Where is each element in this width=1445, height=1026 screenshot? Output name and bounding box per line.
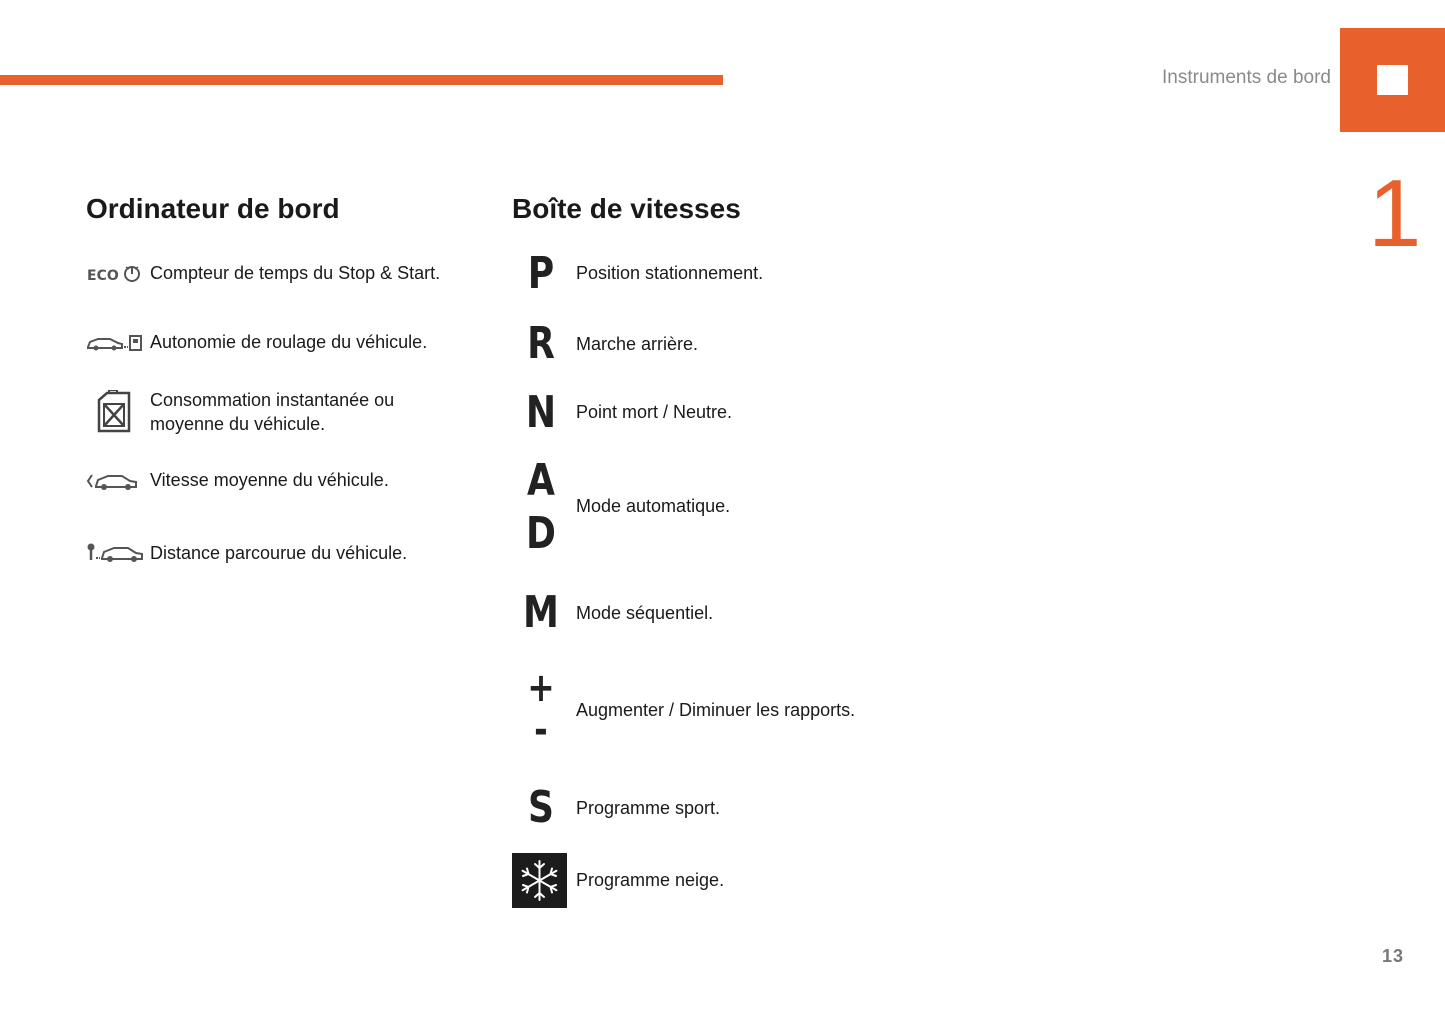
gear-s-text: Programme sport. (576, 798, 721, 818)
left-item-5-text: Distance parcourue du véhicule. (150, 543, 408, 563)
gear-plus-symbol: + (527, 665, 555, 711)
gear-r-text: Marche arrière. (576, 334, 699, 354)
gear-s-symbol: S (527, 782, 554, 833)
left-item-2-text: Autonomie de roulage du véhicule. (150, 332, 428, 352)
header-title: Instruments de bord (1162, 67, 1331, 88)
chapter-tab (1340, 28, 1445, 132)
car-distance-icon (86, 542, 144, 564)
gear-n-symbol: N (525, 387, 557, 438)
header-accent-bar (0, 75, 723, 85)
left-section-title: Ordinateur de bord (86, 193, 340, 224)
car-range-fuel-icon (86, 333, 144, 353)
gear-r-symbol: R (527, 318, 555, 369)
gear-minus-symbol: - (534, 707, 548, 753)
left-item-1-text: Compteur de temps du Stop & Start. (150, 263, 441, 283)
gear-m-symbol: M (523, 587, 559, 638)
left-item-3-text-line2: moyenne du véhicule. (150, 414, 326, 434)
left-item-3-text-line1: Consommation instantanée ou (150, 390, 395, 410)
eco-stop-start-icon (87, 264, 143, 284)
gear-plus-minus-text: Augmenter / Diminuer les rapports. (576, 700, 856, 720)
chapter-tab-square-icon (1377, 65, 1408, 95)
car-speed-icon (86, 470, 140, 492)
chapter-number: 1 (1368, 160, 1422, 267)
page-number: 13 (1382, 946, 1405, 966)
right-section-title: Boîte de vitesses (512, 193, 741, 224)
gear-ad-text: Mode automatique. (576, 496, 731, 516)
eco-icon-text: ECO (87, 268, 119, 284)
snowflake-icon (512, 853, 567, 908)
left-item-4-text: Vitesse moyenne du véhicule. (150, 470, 389, 490)
fuel-can-icon (95, 390, 133, 434)
gear-p-symbol: P (527, 248, 555, 299)
snow-program-text: Programme neige. (576, 870, 725, 890)
gear-m-text: Mode séquentiel. (576, 603, 714, 623)
gear-d-symbol: D (526, 508, 556, 559)
gear-n-text: Point mort / Neutre. (576, 402, 733, 422)
gear-a-symbol: A (527, 455, 555, 506)
gear-p-text: Position stationnement. (576, 263, 764, 283)
